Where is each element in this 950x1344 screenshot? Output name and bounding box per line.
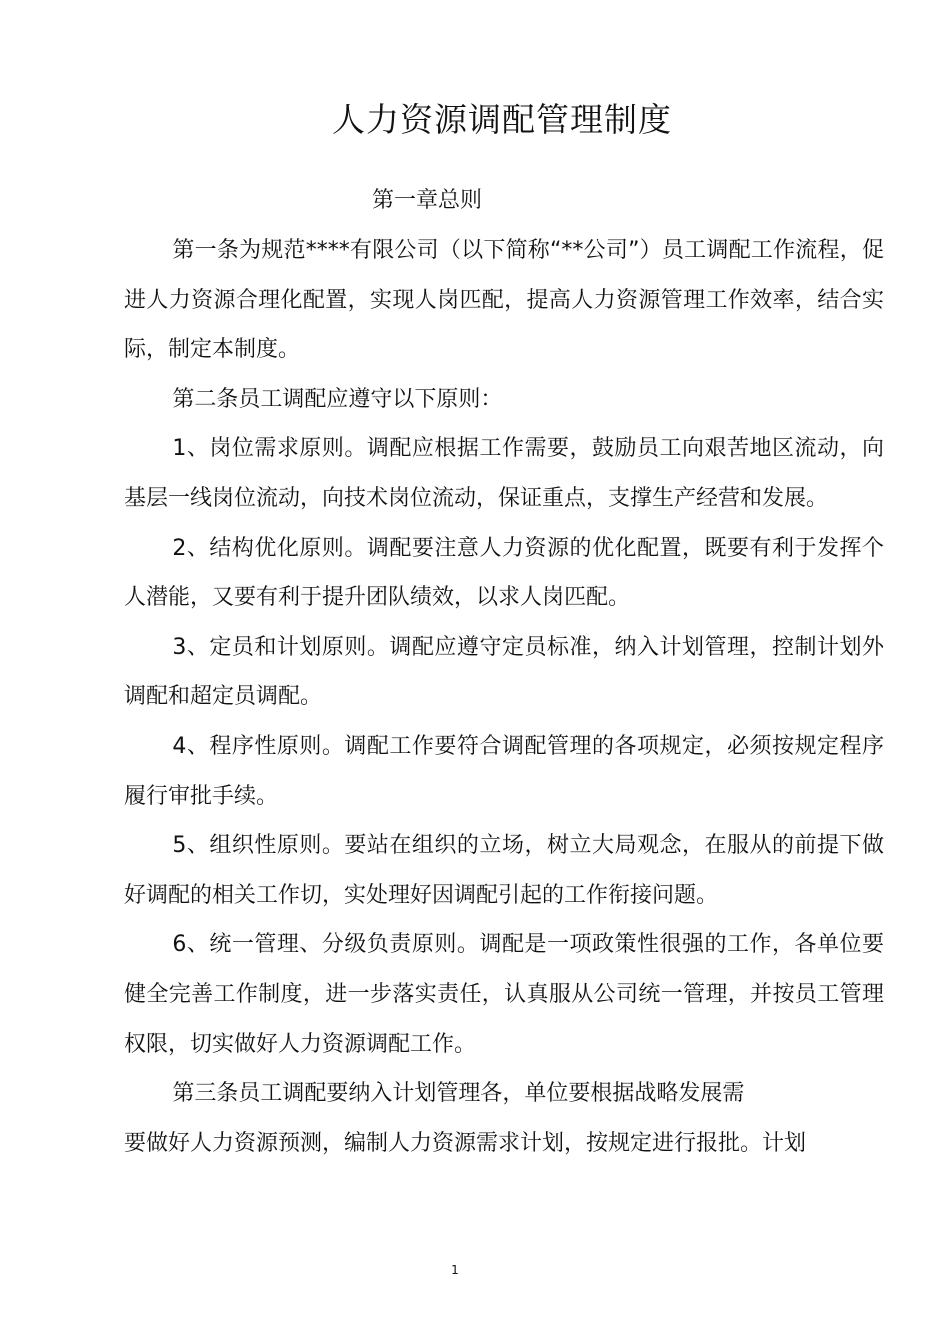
- paragraph-principle-1: 1、岗位需求原则。调配应根据工作需要，鼓励员工向艰苦地区流动，向基层一线岗位流动，向技术岗位流动，保证重点，支撑生产经营和发展。: [124, 436, 884, 511]
- paragraph-article-1: 第一条为规范****有限公司（以下简称“**公司”）员工调配工作流程，促进人力资源合理化配置，实现人岗匹配，提高人力资源管理工作效率，结合实际，制定本制度。: [124, 238, 884, 363]
- paragraph-principle-3: 3、定员和计划原则。调配应遵守定员标准，纳入计划管理，控制计划外调配和超定员调配。: [124, 634, 884, 710]
- paragraph-principle-5: 5、组织性原则。要站在组织的立场，树立大局观念，在服从的前提下做好调配的相关工作切，实处理好因调配引起的工作衔接问题。: [124, 833, 884, 908]
- paragraph-principle-4: 4、程序性原则。调配工作要符合调配管理的各项规定，必须按规定程序履行审批手续。: [124, 733, 884, 809]
- document-title: 人力资源调配管理制度: [332, 100, 672, 139]
- page-number: 1: [451, 1263, 459, 1277]
- paragraph-article-3: 第三条员工调配要纳入计划管理各，单位要根据战略发展需: [172, 1081, 745, 1107]
- paragraph-principle-6: 6、统一管理、分级负责原则。调配是一项政策性很强的工作，各单位要健全完善工作制度，进一步落实责任，认真服从公司统一管理，并按员工管理权限，切实做好人力资源调配工作。: [124, 932, 884, 1057]
- paragraph-article-3-continued: 要做好人力资源预测，编制人力资源需求计划，按规定进行报批。计划: [124, 1130, 807, 1156]
- document-body: [124, 226, 884, 1168]
- paragraph-principle-2: 2、结构优化原则。调配要注意人力资源的优化配置，既要有利于发挥个人潜能，又要有利于提升团队绩效，以求人岗匹配。: [124, 535, 884, 611]
- paragraph-article-2: 第二条员工调配应遵守以下原则：: [172, 386, 503, 412]
- chapter-heading: 第一章总则: [372, 188, 483, 213]
